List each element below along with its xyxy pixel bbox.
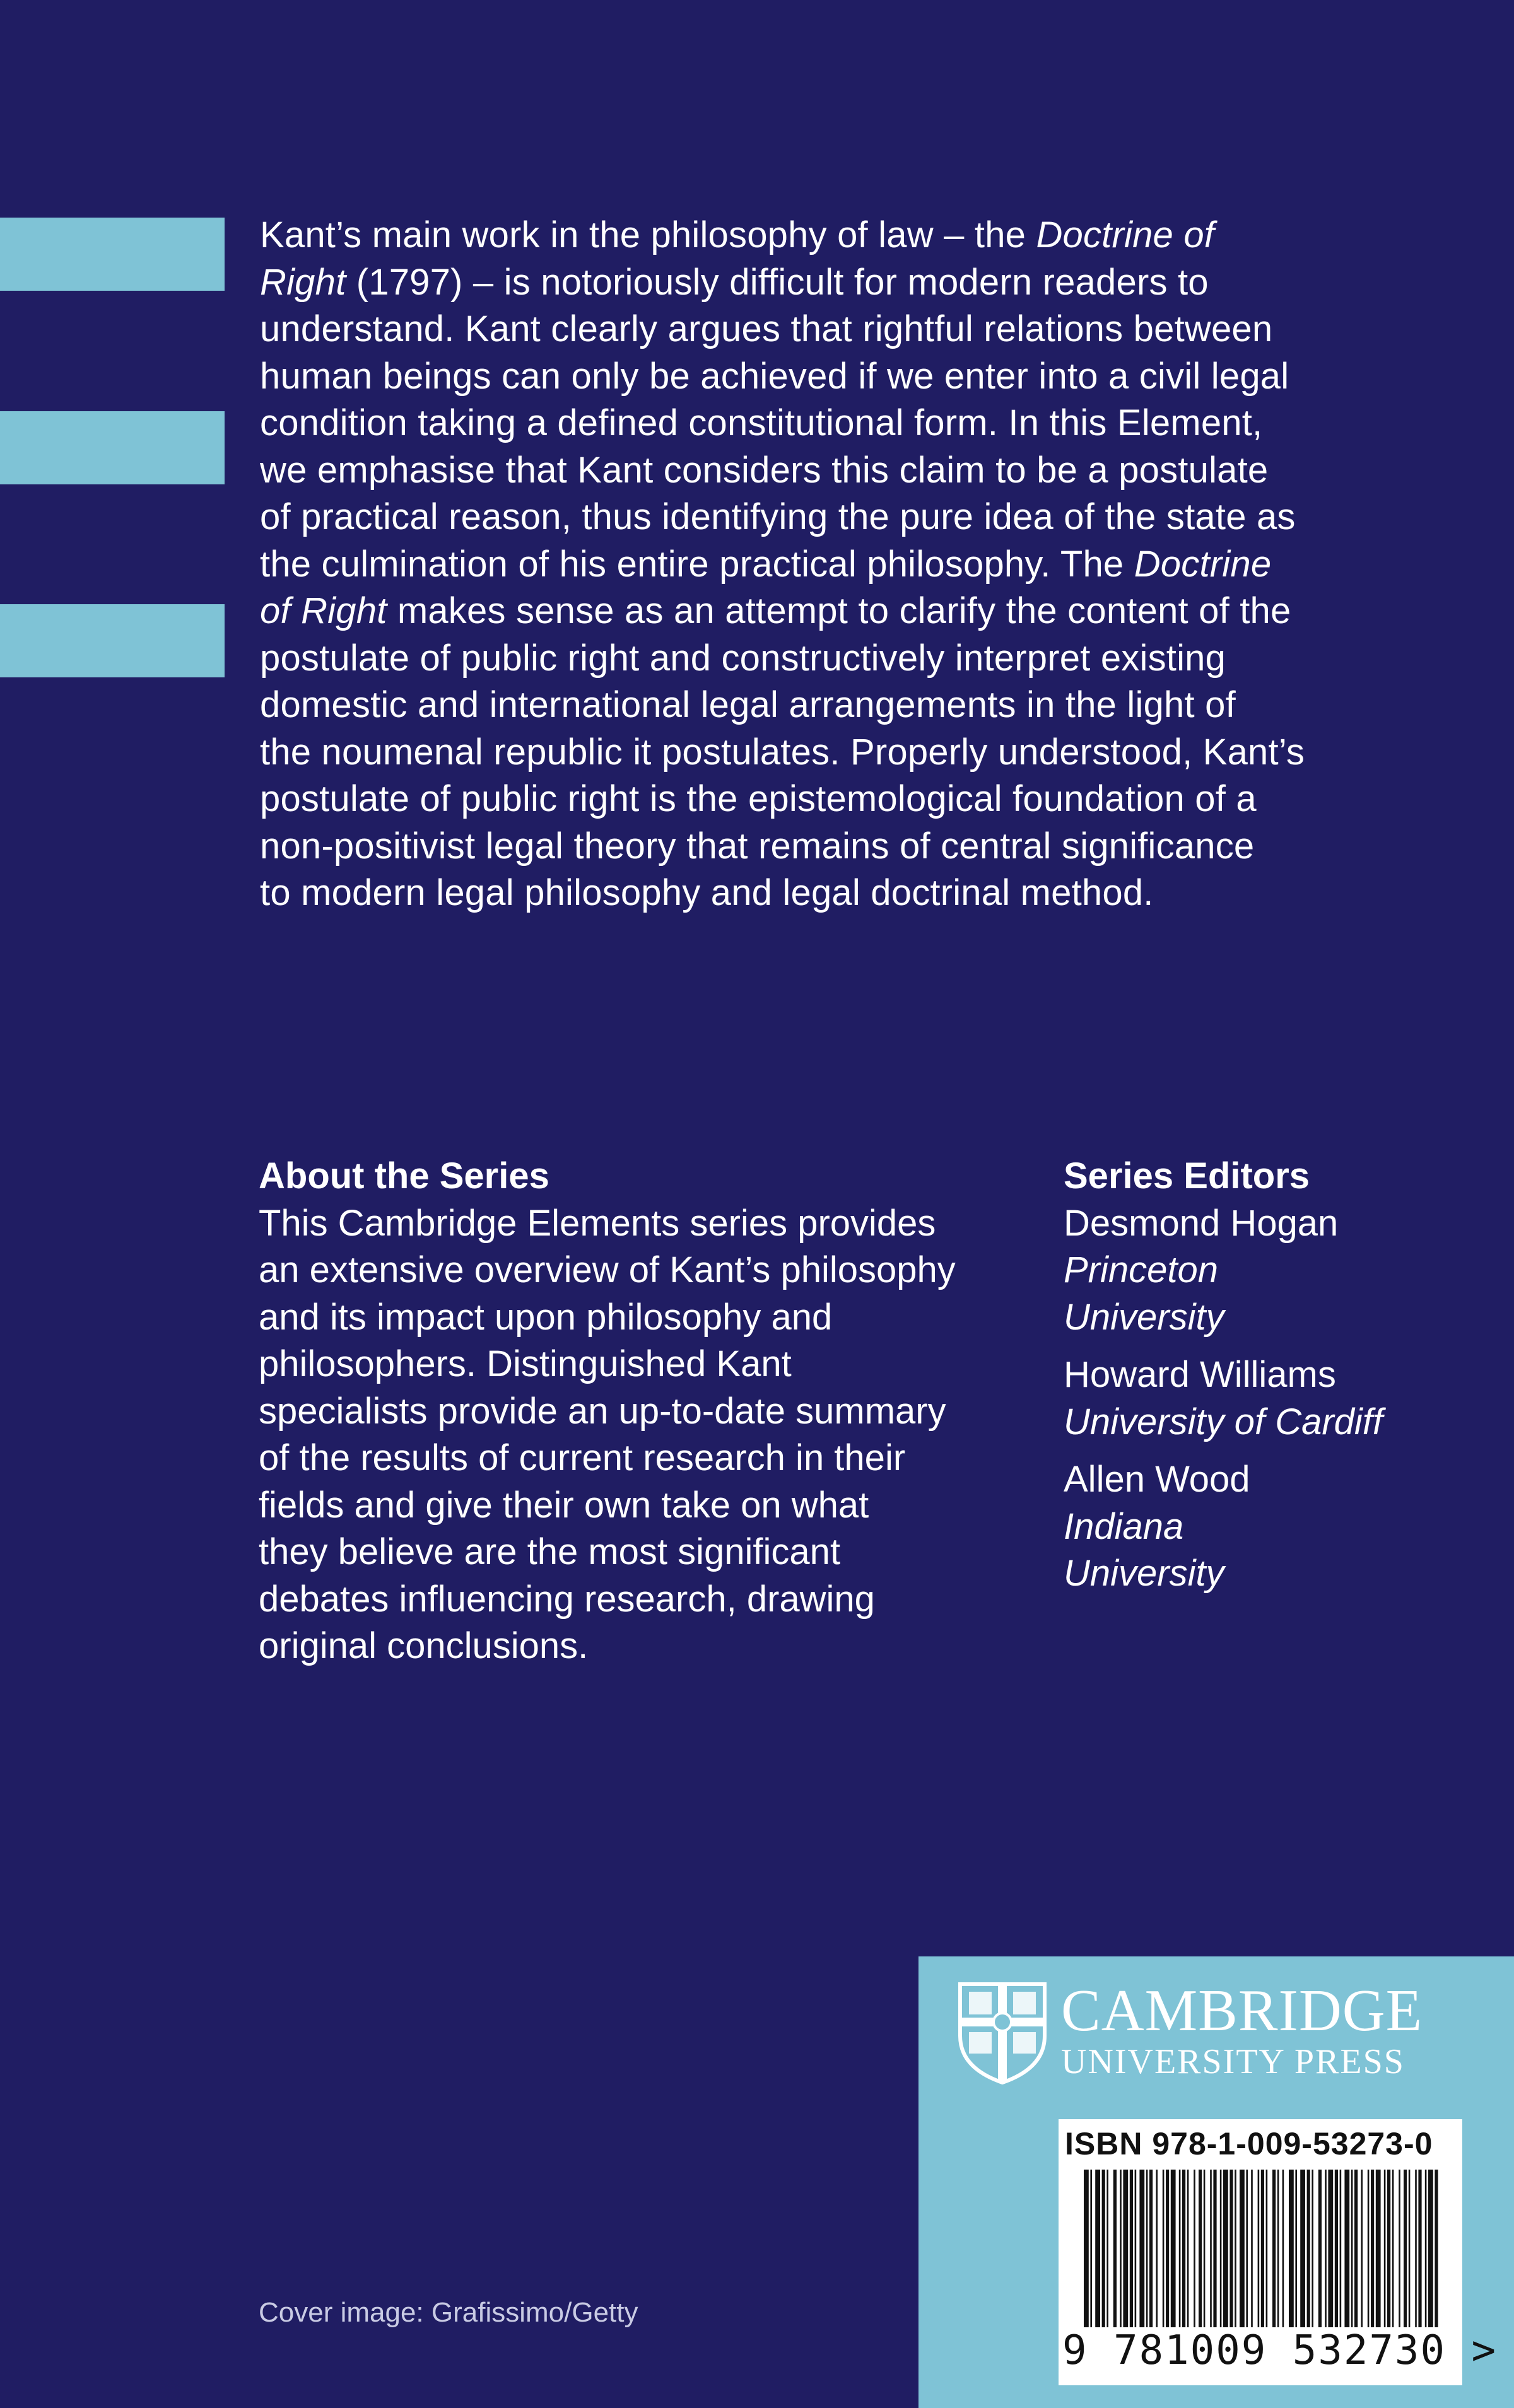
barcode-bar: [1428, 2170, 1433, 2327]
publisher-line-1: CAMBRIDGE: [1061, 1978, 1423, 2043]
barcode-bar: [1240, 2170, 1245, 2327]
barcode-bar: [1090, 2170, 1092, 2327]
barcode-bar: [1194, 2170, 1195, 2327]
blurb-line: [260, 870, 1433, 917]
decorative-stripe: [0, 218, 225, 291]
editor-list: [1064, 1200, 1493, 1598]
blurb-line: [260, 353, 1433, 400]
barcode-bar: [1095, 2170, 1100, 2327]
blurb-text: of practical reason, thus identifying the pure idea of the state as: [260, 496, 1296, 537]
about-line: an extensive overview of Kant’s philosophy: [259, 1249, 956, 1290]
barcode-bar: [1344, 2170, 1349, 2327]
blurb-text: understand. Kant clearly argues that rightful relations between: [260, 308, 1273, 349]
barcode-bar: [1199, 2170, 1202, 2327]
university-shield-icon: [958, 1982, 1047, 2085]
cover-credit: Cover image: Grafissimo/Getty: [259, 2297, 638, 2328]
blurb-title-italic: Doctrine: [1134, 543, 1272, 585]
barcode-bar: [1376, 2170, 1381, 2327]
blurb-line: [260, 306, 1433, 353]
editor-entry: [1064, 1456, 1493, 1598]
blurb-text: the culmination of his entire practical philosophy. The: [260, 543, 1134, 585]
blurb-text: makes sense as an attempt to clarify the content of the: [387, 590, 1291, 631]
editors-heading: Series Editors: [1064, 1155, 1310, 1196]
blurb-line: [260, 447, 1433, 494]
barcode-bar: [1123, 2170, 1128, 2327]
barcode-bar: [1340, 2170, 1342, 2327]
blurb-line: [260, 729, 1433, 776]
barcode-bar: [1392, 2170, 1394, 2327]
barcode-bar: [1106, 2170, 1108, 2327]
blurb-text: postulate of public right is the epistemological foundation of a: [260, 778, 1257, 819]
decorative-stripe: [0, 604, 225, 677]
about-line: and its impact upon philosophy and: [259, 1296, 833, 1338]
barcode-bar: [1361, 2170, 1363, 2327]
editor-affiliation: University: [1064, 1296, 1224, 1338]
editor-name: Howard Williams: [1064, 1354, 1336, 1395]
barcode-bar: [1312, 2170, 1313, 2327]
barcode-bar: [1223, 2170, 1228, 2327]
blurb-text: the noumenal republic it postulates. Properly understood, Kant’s: [260, 731, 1305, 773]
about-line: fields and give their own take on what: [259, 1484, 869, 1526]
about-text: [259, 1200, 1053, 1670]
publisher-line-2: UNIVERSITY PRESS: [1061, 2042, 1405, 2081]
barcode-bar: [1102, 2170, 1105, 2327]
editor-affiliation: Indiana: [1064, 1505, 1184, 1547]
blurb-title-italic: Right: [260, 261, 346, 303]
about-line: debates influencing research, drawing: [259, 1578, 875, 1620]
barcode-bar: [1399, 2170, 1400, 2327]
barcode-bar: [1300, 2170, 1305, 2327]
barcode-bar: [1220, 2170, 1222, 2327]
barcode-bar: [1335, 2170, 1338, 2327]
barcode-bar: [1130, 2170, 1133, 2327]
editor-affiliation: Princeton: [1064, 1249, 1219, 1290]
barcode-bar: [1251, 2170, 1253, 2327]
barcode-bar: [1289, 2170, 1294, 2327]
barcode-bar: [1266, 2170, 1268, 2327]
barcode-bar: [1258, 2170, 1260, 2327]
about-line: This Cambridge Elements series provides: [259, 1202, 936, 1244]
barcode-bar: [1328, 2170, 1333, 2327]
blurb-line: [260, 635, 1433, 682]
blurb-line: [260, 259, 1433, 307]
barcode-bar: [1213, 2170, 1216, 2327]
barcode-bar: [1156, 2170, 1158, 2327]
editor-affiliation: University: [1064, 1553, 1224, 1594]
about-line: of the results of current research in their: [259, 1437, 906, 1478]
barcode-bar: [1229, 2170, 1233, 2327]
barcode-bar: [1272, 2170, 1276, 2327]
barcode-bar: [1325, 2170, 1327, 2327]
barcode-bar: [1163, 2170, 1165, 2327]
blurb-line: [260, 588, 1433, 635]
blurb-text: human beings can only be achieved if we enter into a civil legal: [260, 355, 1289, 397]
barcode-bar: [1425, 2170, 1427, 2327]
blurb-text: domestic and international legal arrangements in the light of: [260, 684, 1236, 725]
about-line: specialists provide an up-to-date summary: [259, 1390, 946, 1432]
barcode-bar: [1354, 2170, 1358, 2327]
barcode-bar: [1149, 2170, 1153, 2327]
isbn-barcode: [1059, 2119, 1498, 2385]
blurb-text: to modern legal philosophy and legal doctrinal method.: [260, 872, 1154, 913]
barcode-bar: [1351, 2170, 1353, 2327]
about-the-series: [259, 1153, 1053, 1670]
blurb-title-italic: Doctrine of: [1036, 214, 1215, 255]
barcode-bar: [1307, 2170, 1310, 2327]
barcode-digits: 9 781009 532730 >: [1062, 2327, 1498, 2374]
barcode-bar: [1368, 2170, 1370, 2327]
barcode-bar: [1435, 2170, 1438, 2327]
barcode-bar: [1166, 2170, 1169, 2327]
blurb-line: [260, 776, 1433, 823]
blurb-title-italic: of Right: [260, 590, 387, 631]
blurb-line: [260, 400, 1433, 447]
blurb-line: [260, 682, 1433, 729]
barcode-bar: [1384, 2170, 1386, 2327]
barcode-bar: [1282, 2170, 1284, 2327]
about-line: original conclusions.: [259, 1625, 589, 1666]
editor-name: Allen Wood: [1064, 1459, 1250, 1500]
barcode-bar: [1277, 2170, 1279, 2327]
decorative-stripe: [0, 411, 225, 484]
barcode-bar: [1187, 2170, 1189, 2327]
isbn-label: ISBN 978-1-009-53273-0: [1065, 2126, 1433, 2161]
barcode-bar: [1371, 2170, 1374, 2327]
barcode-bar: [1146, 2170, 1148, 2327]
editor-affiliation: University of Cardiff: [1064, 1401, 1383, 1442]
barcode-bar: [1387, 2170, 1390, 2327]
barcode-bar: [1084, 2170, 1089, 2327]
about-heading: About the Series: [259, 1155, 549, 1196]
blurb-text: (1797) – is notoriously difficult for modern readers to: [346, 261, 1209, 303]
barcode-bar: [1135, 2170, 1137, 2327]
barcode-bars: [1084, 2170, 1443, 2327]
blurb-line: [260, 823, 1433, 870]
barcode-bar: [1139, 2170, 1144, 2327]
series-editors: [1064, 1153, 1493, 1598]
blurb-line: [260, 212, 1433, 259]
blurb-line: [260, 541, 1433, 588]
barcode-bar: [1179, 2170, 1181, 2327]
blurb-text: condition taking a defined constitutional form. In this Element,: [260, 402, 1263, 443]
barcode-bar: [1204, 2170, 1206, 2327]
barcode-bar: [1415, 2170, 1417, 2327]
barcode-bar: [1182, 2170, 1185, 2327]
barcode-bar: [1210, 2170, 1212, 2327]
barcode-bar: [1404, 2170, 1407, 2327]
barcode-bar: [1171, 2170, 1176, 2327]
barcode-bar: [1295, 2170, 1297, 2327]
blurb-text: postulate of public right and constructively interpret existing: [260, 637, 1226, 679]
barcode-bar: [1318, 2170, 1322, 2327]
blurb-text: Kant’s main work in the philosophy of law – the: [260, 214, 1036, 255]
about-line: philosophers. Distinguished Kant: [259, 1343, 792, 1384]
book-blurb: [260, 212, 1433, 917]
barcode-bar: [1246, 2170, 1248, 2327]
editor-entry: [1064, 1200, 1493, 1341]
barcode-bar: [1120, 2170, 1122, 2327]
blurb-text: we emphasise that Kant considers this claim to be a postulate: [260, 449, 1269, 491]
barcode-bar: [1409, 2170, 1411, 2327]
editor-name: Desmond Hogan: [1064, 1202, 1339, 1244]
blurb-line: [260, 494, 1433, 541]
editor-entry: [1064, 1352, 1493, 1446]
publisher-panel: [918, 1956, 1514, 2408]
barcode-bar: [1235, 2170, 1236, 2327]
barcode-bar: [1418, 2170, 1421, 2327]
about-line: they believe are the most significant: [259, 1531, 841, 1572]
barcode-bar: [1113, 2170, 1117, 2327]
barcode-bar: [1261, 2170, 1264, 2327]
publisher-name: [1061, 1980, 1423, 2083]
blurb-text: non-positivist legal theory that remains of central significance: [260, 825, 1255, 867]
